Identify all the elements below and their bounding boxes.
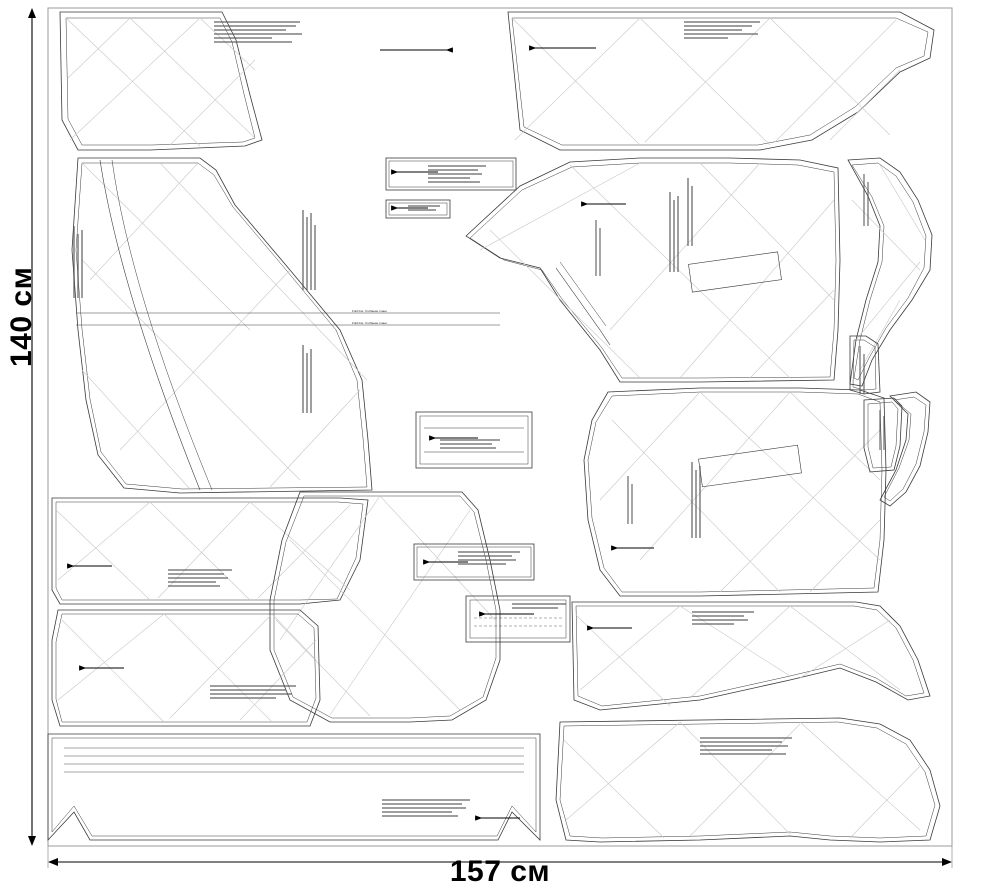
fabric-width-value: 157 см (449, 855, 551, 888)
fold-line-label-1: Fold line: Сгибание ткани (352, 309, 387, 313)
fabric-height-label (5, 266, 39, 367)
fabric-width-label (0, 855, 1000, 889)
fold-line-label-2: Fold line: Сгибание ткани (352, 321, 387, 325)
fabric-height-value: 140 см (5, 266, 38, 367)
fabric-boundary (48, 8, 952, 846)
